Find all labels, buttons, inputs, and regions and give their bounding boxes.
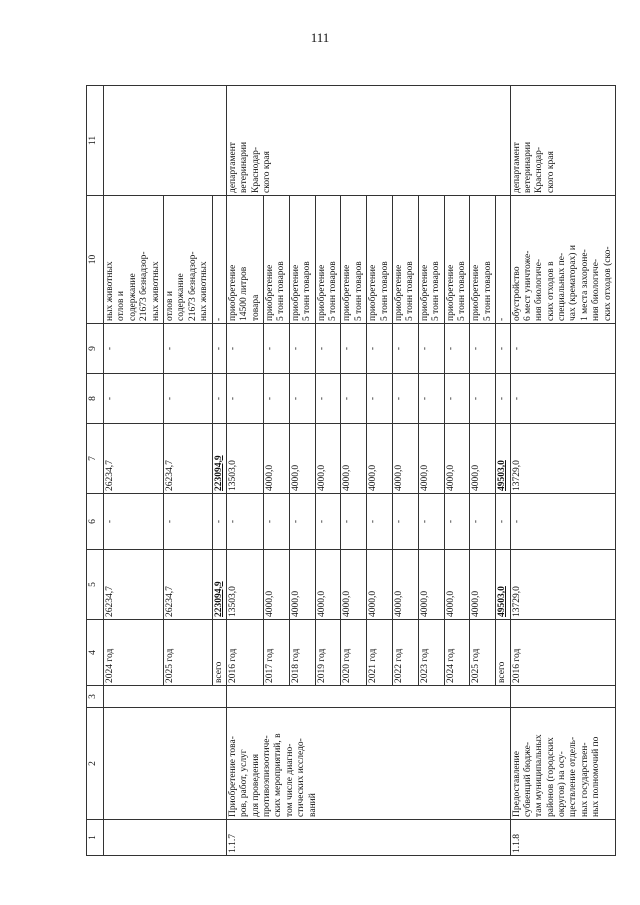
column-number-2: 2 bbox=[87, 708, 104, 820]
item-number bbox=[104, 820, 227, 856]
program-table bbox=[86, 85, 616, 856]
amount-local: - bbox=[496, 374, 510, 424]
column-number-10: 10 bbox=[87, 196, 104, 324]
item-name: Предоставление субвенций бюдже- там муниципальных районов (городских округов) на осу- ществление отдель- ных государствен- ных полномочий по bbox=[510, 708, 616, 820]
column-3-cell bbox=[510, 686, 616, 708]
amount-federal: - bbox=[392, 494, 418, 550]
column-number-6: 6 bbox=[87, 494, 104, 550]
amount-federal: - bbox=[163, 494, 212, 550]
executor bbox=[104, 86, 227, 196]
column-number-11: 11 bbox=[87, 86, 104, 196]
column-number-3: 3 bbox=[87, 686, 104, 708]
result-description: приобретение 5 тонн товаров bbox=[367, 196, 393, 324]
result-description: - bbox=[212, 196, 226, 324]
amount-other: - bbox=[212, 324, 226, 374]
amount-other: - bbox=[264, 324, 290, 374]
year-label: 2025 год bbox=[470, 620, 496, 686]
amount-regional: 223094,9 bbox=[212, 424, 226, 494]
amount-federal: - bbox=[444, 494, 470, 550]
amount-regional: 4000,0 bbox=[341, 424, 367, 494]
amount-regional: 4000,0 bbox=[289, 424, 315, 494]
amount-total: 4000,0 bbox=[418, 550, 444, 620]
amount-other: - bbox=[444, 324, 470, 374]
item-number: 1.1.8 bbox=[510, 820, 616, 856]
amount-total: 13729,0 bbox=[510, 550, 616, 620]
amount-federal: - bbox=[367, 494, 393, 550]
result-description: приобретение 14500 литров товара bbox=[226, 196, 263, 324]
amount-federal: - bbox=[470, 494, 496, 550]
year-label: 2020 год bbox=[341, 620, 367, 686]
amount-other: - bbox=[392, 324, 418, 374]
item-number: 1.1.7 bbox=[226, 820, 510, 856]
amount-local: - bbox=[392, 374, 418, 424]
item-name bbox=[104, 708, 227, 820]
year-label: 2019 год bbox=[315, 620, 341, 686]
executor: департамент ветеринарии Краснодар- ского края bbox=[226, 86, 510, 196]
amount-local: - bbox=[341, 374, 367, 424]
year-label: 2024 год bbox=[444, 620, 470, 686]
result-description: - bbox=[496, 196, 510, 324]
result-description: приобретение 5 тонн товаров bbox=[392, 196, 418, 324]
year-label: 2022 год bbox=[392, 620, 418, 686]
amount-regional: 26234,7 bbox=[104, 424, 164, 494]
amount-other: - bbox=[226, 324, 263, 374]
amount-other: - bbox=[163, 324, 212, 374]
amount-federal: - bbox=[341, 494, 367, 550]
executor: департамент ветеринарии Краснодар- ского края bbox=[510, 86, 616, 196]
amount-regional: 13503,0 bbox=[226, 424, 263, 494]
amount-other: - bbox=[315, 324, 341, 374]
amount-regional: 4000,0 bbox=[470, 424, 496, 494]
year-label: 2016 год bbox=[510, 620, 616, 686]
year-label: 2024 год bbox=[104, 620, 164, 686]
amount-other: - bbox=[289, 324, 315, 374]
total-label: всего bbox=[212, 620, 226, 686]
item-name: Приобретение това- ров, работ, услуг для проведения противоэпизоотиче- ских мероприятий, в том числе диагно- стических исследо- ваний bbox=[226, 708, 510, 820]
amount-federal: - bbox=[226, 494, 263, 550]
amount-regional: 4000,0 bbox=[418, 424, 444, 494]
rotated-table-container bbox=[86, 86, 613, 856]
column-number-4: 4 bbox=[87, 620, 104, 686]
amount-total: 13503,0 bbox=[226, 550, 263, 620]
amount-local: - bbox=[510, 374, 616, 424]
year-label: 2023 год bbox=[418, 620, 444, 686]
amount-local: - bbox=[470, 374, 496, 424]
column-3-cell bbox=[104, 686, 227, 708]
column-number-1: 1 bbox=[87, 820, 104, 856]
amount-total: 26234,7 bbox=[163, 550, 212, 620]
amount-other: - bbox=[341, 324, 367, 374]
amount-regional: 13729,0 bbox=[510, 424, 616, 494]
amount-other: - bbox=[104, 324, 164, 374]
amount-local: - bbox=[289, 374, 315, 424]
amount-federal: - bbox=[510, 494, 616, 550]
amount-local: - bbox=[212, 374, 226, 424]
amount-federal: - bbox=[212, 494, 226, 550]
amount-total: 4000,0 bbox=[289, 550, 315, 620]
amount-local: - bbox=[264, 374, 290, 424]
total-label: всего bbox=[496, 620, 510, 686]
result-description: приобретение 5 тонн товаров bbox=[341, 196, 367, 324]
amount-other: - bbox=[470, 324, 496, 374]
amount-federal: - bbox=[289, 494, 315, 550]
result-description: приобретение 5 тонн товаров bbox=[264, 196, 290, 324]
amount-total: 4000,0 bbox=[315, 550, 341, 620]
amount-total: 49503,0 bbox=[496, 550, 510, 620]
page-number: 111 bbox=[310, 30, 330, 45]
column-number-9: 9 bbox=[87, 324, 104, 374]
year-label: 2021 год bbox=[367, 620, 393, 686]
header-row bbox=[87, 86, 104, 856]
amount-federal: - bbox=[315, 494, 341, 550]
column-number-7: 7 bbox=[87, 424, 104, 494]
amount-other: - bbox=[510, 324, 616, 374]
year-label: 2025 год bbox=[163, 620, 212, 686]
year-label: 2017 год bbox=[264, 620, 290, 686]
amount-other: - bbox=[418, 324, 444, 374]
result-description: обустройство 6 мест уничтоже- ния биологиче- ских отходов в специальных пе- чах (крематорах) и 1 места захороне- ния биологиче- ских отходов (ско- bbox=[510, 196, 616, 324]
table-row bbox=[104, 86, 164, 856]
amount-total: 223094,9 bbox=[212, 550, 226, 620]
column-number-8: 8 bbox=[87, 374, 104, 424]
result-description: ных животных отлов и содержание 21673 безнадзор- ных животных bbox=[104, 196, 164, 324]
amount-total: 4000,0 bbox=[470, 550, 496, 620]
amount-local: - bbox=[104, 374, 164, 424]
amount-total: 4000,0 bbox=[264, 550, 290, 620]
amount-total: 4000,0 bbox=[392, 550, 418, 620]
amount-federal: - bbox=[104, 494, 164, 550]
table-row bbox=[510, 86, 616, 856]
result-description: приобретение 5 тонн товаров bbox=[315, 196, 341, 324]
amount-regional: 4000,0 bbox=[392, 424, 418, 494]
amount-local: - bbox=[315, 374, 341, 424]
result-description: приобретение 5 тонн товаров bbox=[444, 196, 470, 324]
amount-local: - bbox=[444, 374, 470, 424]
amount-regional: 4000,0 bbox=[264, 424, 290, 494]
amount-regional: 4000,0 bbox=[367, 424, 393, 494]
amount-local: - bbox=[226, 374, 263, 424]
amount-other: - bbox=[496, 324, 510, 374]
column-number-5: 5 bbox=[87, 550, 104, 620]
amount-federal: - bbox=[418, 494, 444, 550]
result-description: отлов и содержание 21673 безнадзор- ных животных bbox=[163, 196, 212, 324]
table-row bbox=[226, 86, 263, 856]
amount-local: - bbox=[163, 374, 212, 424]
column-3-cell bbox=[226, 686, 510, 708]
result-description: приобретение 5 тонн товаров bbox=[470, 196, 496, 324]
amount-federal: - bbox=[496, 494, 510, 550]
amount-local: - bbox=[367, 374, 393, 424]
amount-total: 4000,0 bbox=[444, 550, 470, 620]
amount-regional: 4000,0 bbox=[315, 424, 341, 494]
amount-regional: 49503,0 bbox=[496, 424, 510, 494]
amount-total: 4000,0 bbox=[341, 550, 367, 620]
amount-federal: - bbox=[264, 494, 290, 550]
amount-total: 4000,0 bbox=[367, 550, 393, 620]
amount-total: 26234,7 bbox=[104, 550, 164, 620]
amount-regional: 26234,7 bbox=[163, 424, 212, 494]
result-description: приобретение 5 тонн товаров bbox=[418, 196, 444, 324]
year-label: 2016 год bbox=[226, 620, 263, 686]
amount-regional: 4000,0 bbox=[444, 424, 470, 494]
amount-local: - bbox=[418, 374, 444, 424]
amount-other: - bbox=[367, 324, 393, 374]
result-description: приобретение 5 тонн товаров bbox=[289, 196, 315, 324]
year-label: 2018 год bbox=[289, 620, 315, 686]
rotated-page bbox=[86, 86, 613, 856]
